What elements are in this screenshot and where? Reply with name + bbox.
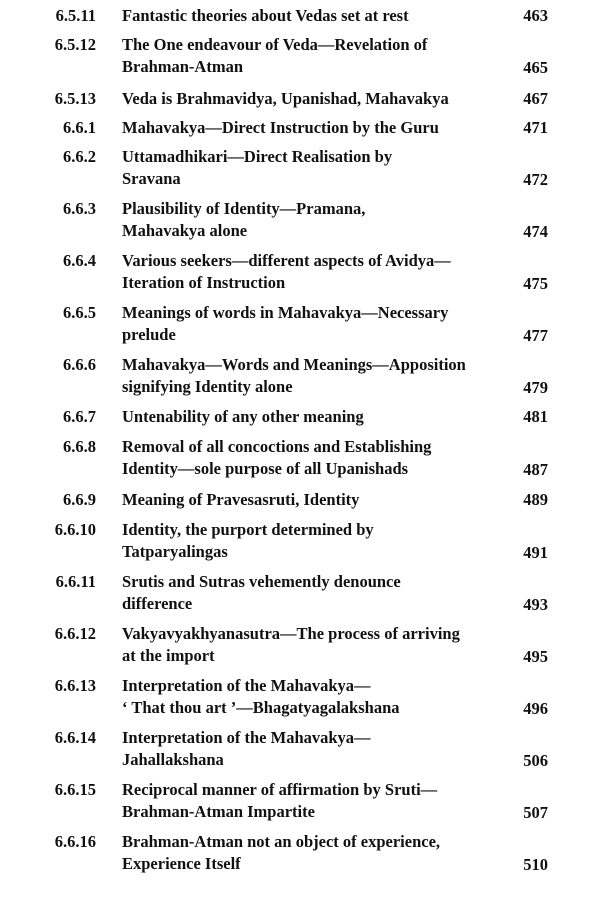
page-number: 463 (523, 6, 548, 25)
page-number: 487 (523, 460, 548, 479)
section-title (122, 436, 502, 480)
page-number: 477 (523, 326, 548, 345)
title-line: Mahavakya alone (122, 221, 248, 240)
title-line: prelude (122, 325, 176, 344)
title-line: Identity, the purport determined by (122, 520, 374, 539)
title-line: Identity—sole purpose of all Upanishads (122, 459, 409, 478)
title-line: Mahavakya—Direct Instruction by the Guru (122, 118, 439, 137)
title-line: signifying Identity alone (122, 377, 293, 396)
title-line: Srutis and Sutras vehemently denounce (122, 572, 401, 591)
title-line: Various seekers—different aspects of Avidya— (122, 251, 451, 270)
title-line: Meaning of Pravesasruti, Identity (122, 490, 360, 509)
section-number: 6.6.16 (54, 832, 96, 851)
section-title (122, 117, 502, 139)
title-line: Brahman-Atman Impartite (122, 802, 315, 821)
title-line: Vakyavyakhyanasutra—The process of arriving (122, 624, 460, 643)
section-number: 6.6.3 (63, 199, 96, 218)
page-number: 465 (523, 58, 548, 77)
page-number: 479 (523, 378, 548, 397)
section-title (122, 779, 502, 823)
section-number: 6.6.2 (63, 147, 96, 166)
page-number: 495 (523, 647, 548, 666)
section-number: 6.6.4 (63, 251, 96, 270)
title-line: The One endeavour of Veda—Revelation of (122, 35, 428, 54)
title-line: Meanings of words in Mahavakya—Necessary (122, 303, 449, 322)
section-number: 6.6.1 (63, 118, 96, 137)
section-number: 6.6.12 (54, 624, 96, 643)
section-number: 6.5.12 (54, 35, 96, 54)
title-line: Plausibility of Identity—Pramana, (122, 199, 366, 218)
title-line: Tatparyalingas (122, 542, 228, 561)
title-line: ‘ That thou art ’—Bhagatyagalakshana (122, 698, 400, 717)
title-line: Veda is Brahmavidya, Upanishad, Mahavakya (122, 89, 449, 108)
title-line: Uttamadhikari—Direct Realisation by (122, 147, 393, 166)
section-number: 6.6.7 (63, 407, 96, 426)
title-line: Mahavakya—Words and Meanings—Apposition (122, 355, 466, 374)
page-number: 491 (523, 543, 548, 562)
section-title (122, 198, 502, 242)
section-title (122, 519, 502, 563)
section-title (122, 406, 502, 428)
title-line: Jahallakshana (122, 750, 224, 769)
section-number: 6.6.9 (63, 490, 96, 509)
title-line: Removal of all concoctions and Establishing (122, 437, 432, 456)
section-title (122, 354, 502, 398)
page-number: 496 (523, 699, 548, 718)
title-line: Brahman-Atman (122, 57, 244, 76)
section-title (122, 623, 502, 667)
title-line: Interpretation of the Mahavakya— (122, 728, 371, 747)
page-number: 471 (523, 118, 548, 137)
section-number: 6.6.5 (63, 303, 96, 322)
page-number: 481 (523, 407, 548, 426)
section-number: 6.6.11 (55, 572, 96, 591)
section-number: 6.6.14 (54, 728, 96, 747)
page-number: 510 (523, 855, 548, 874)
section-title (122, 727, 502, 771)
page-number: 507 (523, 803, 548, 822)
section-title (122, 88, 502, 110)
section-title (122, 571, 502, 615)
section-title (122, 675, 502, 719)
title-line: at the import (122, 646, 215, 665)
section-number: 6.5.11 (55, 6, 96, 25)
page-number: 506 (523, 751, 548, 770)
title-line: Untenability of any other meaning (122, 407, 364, 426)
section-number: 6.6.10 (54, 520, 96, 539)
section-number: 6.6.6 (63, 355, 96, 374)
title-line: Brahman-Atman not an object of experience, (122, 832, 441, 851)
section-number: 6.6.15 (54, 780, 96, 799)
page-number: 472 (523, 170, 548, 189)
section-title (122, 302, 502, 346)
title-line: Fantastic theories about Vedas set at rest (122, 6, 409, 25)
section-title (122, 831, 502, 875)
page-number: 475 (523, 274, 548, 293)
title-line: Experience Itself (122, 854, 241, 873)
page-number: 489 (523, 490, 548, 509)
section-title (122, 5, 502, 27)
page-number: 493 (523, 595, 548, 614)
title-line: difference (122, 594, 193, 613)
title-line: Sravana (122, 169, 181, 188)
section-number: 6.5.13 (54, 89, 96, 108)
page-number: 467 (523, 89, 548, 108)
section-title (122, 250, 502, 294)
section-title (122, 146, 502, 190)
section-title (122, 489, 502, 511)
title-line: Interpretation of the Mahavakya— (122, 676, 371, 695)
title-line: Iteration of Instruction (122, 273, 286, 292)
section-number: 6.6.8 (63, 437, 96, 456)
section-title (122, 34, 502, 78)
title-line: Reciprocal manner of affirmation by Sruti— (122, 780, 438, 799)
section-number: 6.6.13 (54, 676, 96, 695)
page-number: 474 (523, 222, 548, 241)
